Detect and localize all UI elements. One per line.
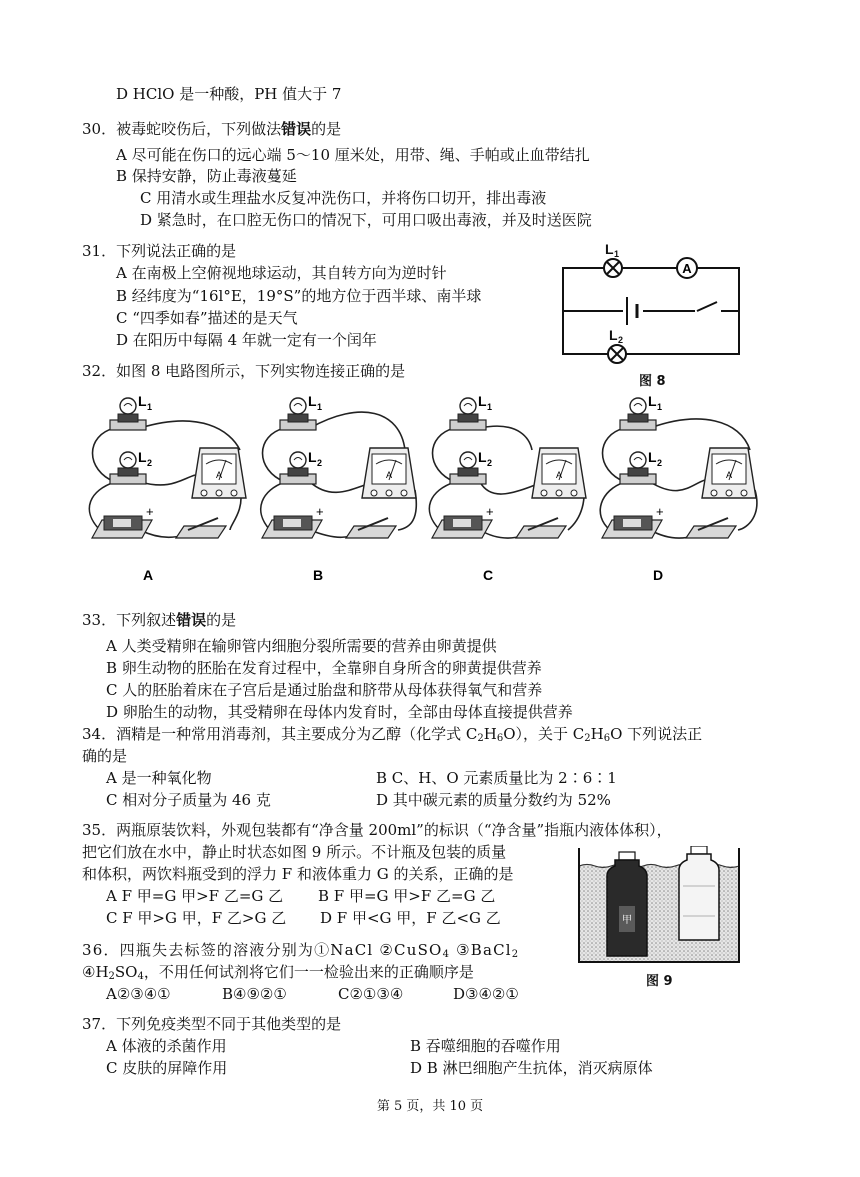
panel-l2-sub: 2 bbox=[487, 458, 493, 468]
page-footer: 第 5 页，共 10 页 bbox=[376, 1099, 484, 1114]
battery-label bbox=[623, 519, 641, 527]
q36-sub-4: 4 bbox=[137, 971, 144, 982]
ammeter-terminal bbox=[571, 490, 577, 496]
panel-l1-sub: 1 bbox=[147, 402, 153, 412]
q36-sub-3: 2 bbox=[108, 971, 115, 982]
lamp-bulb bbox=[460, 398, 476, 414]
q36-option-c: C②①③④ bbox=[338, 985, 404, 1003]
circuit-panel-d bbox=[600, 393, 757, 583]
q35-option-c: C F 甲>G 甲，F 乙>G 乙 bbox=[106, 909, 287, 927]
q29-option-d: D HClO 是一种酸，PH 值大于 7 bbox=[116, 85, 342, 103]
q32-circuit-panels bbox=[80, 390, 760, 595]
panel-l2-sub: 2 bbox=[147, 458, 153, 468]
lamp-bulb bbox=[630, 452, 646, 468]
panel-l1-label: L bbox=[478, 393, 487, 409]
panel-wire bbox=[480, 426, 532, 450]
panel-letter: A bbox=[142, 567, 154, 583]
q37-stem: 37．下列免疫类型不同于其他类型的是 bbox=[82, 1015, 342, 1033]
q36-text-2: ③BaCl bbox=[450, 941, 512, 959]
bottle-yi bbox=[679, 854, 719, 940]
circuit-panel-b bbox=[261, 393, 417, 583]
panel-l1-label: L bbox=[138, 393, 147, 409]
q34-sub-1: 2 bbox=[477, 733, 484, 744]
q35-option-b: B F 甲=G 甲>F 乙=G 乙 bbox=[318, 887, 496, 905]
q35-stem-line2: 把它们放在水中，静止时状态如图 9 所示。不计瓶及包装的质量 bbox=[82, 843, 507, 861]
q33-stem-end: 的是 bbox=[206, 611, 237, 629]
q34-text-4: H bbox=[590, 725, 604, 743]
panel-letter: C bbox=[482, 567, 494, 583]
ammeter-terminal bbox=[726, 490, 732, 496]
lamp-socket bbox=[288, 414, 308, 422]
q36-text-4: SO bbox=[114, 963, 138, 981]
battery-plus: + bbox=[656, 504, 664, 519]
ammeter-terminal bbox=[741, 490, 747, 496]
q33-option-b: B 卵生动物的胚胎在发育过程中，全靠卵自身所含的卵黄提供营养 bbox=[106, 659, 542, 677]
q30-stem-emphasis: 错误 bbox=[281, 120, 312, 138]
q34-sub-4: 6 bbox=[603, 733, 611, 744]
q34-option-d: D 其中碳元素的质量分数约为 52% bbox=[376, 791, 611, 809]
q30-stem-text: 30．被毒蛇咬伤后，下列做法 bbox=[82, 120, 282, 138]
q34-stem-line1 bbox=[82, 724, 702, 744]
panel-letter: D bbox=[652, 567, 664, 583]
panel-l2-label: L bbox=[138, 449, 147, 465]
q35-option-a: A F 甲=G 甲>F 乙=G 乙 bbox=[106, 887, 284, 905]
q30-option-d: D 紧急时，在口腔无伤口的情况下，可用口吸出毒液，并及时送医院 bbox=[140, 211, 592, 229]
q34-text-3: O），关于 C bbox=[503, 725, 585, 743]
q36-stem-line2 bbox=[82, 962, 474, 982]
lamp-bulb bbox=[460, 452, 476, 468]
lamp-bulb bbox=[290, 452, 306, 468]
q31-option-b: B 经纬度为“16l°E，19°S”的地方位于西半球、南半球 bbox=[116, 287, 482, 305]
q36-option-b: B④⑨②① bbox=[222, 985, 287, 1003]
q36-stem-line1 bbox=[82, 940, 519, 960]
ammeter-terminal bbox=[231, 490, 237, 496]
panel-wire bbox=[650, 480, 705, 491]
panel-l1-sub: 1 bbox=[487, 402, 493, 412]
ammeter-label: A bbox=[682, 261, 692, 276]
q34-sub-2: 6 bbox=[496, 733, 504, 744]
q30-option-b: B 保持安静，防止毒液蔓延 bbox=[116, 167, 297, 185]
q31-option-c: C “四季如春”描述的是天气 bbox=[116, 309, 298, 327]
q31-option-d: D 在阳历中每隔 4 年就一定有一个闰年 bbox=[116, 331, 377, 349]
ammeter-letter: A bbox=[725, 470, 733, 480]
lamp-bulb bbox=[120, 452, 136, 468]
battery-plus: + bbox=[316, 504, 324, 519]
ammeter-terminal bbox=[401, 490, 407, 496]
l2-label: L bbox=[609, 327, 618, 343]
panel-wire bbox=[140, 475, 195, 485]
q34-option-a: A 是一种氧化物 bbox=[106, 769, 212, 787]
q36-sub-1: 4 bbox=[442, 949, 451, 960]
q34-sub-3: 2 bbox=[584, 733, 591, 744]
panel-wire bbox=[310, 412, 405, 450]
lamp-socket bbox=[458, 468, 478, 476]
lamp-socket bbox=[458, 414, 478, 422]
q36-text-5: ，不用任何试剂将它们一一检验出来的正确顺序是 bbox=[143, 963, 474, 981]
q37-option-d: D B 淋巴细胞产生抗体，消灭病原体 bbox=[410, 1059, 653, 1077]
q34-stem-line2: 确的是 bbox=[82, 747, 128, 765]
battery-plus: + bbox=[146, 504, 154, 519]
q30-stem bbox=[82, 119, 341, 139]
lamp-socket bbox=[628, 414, 648, 422]
lamp-socket bbox=[118, 468, 138, 476]
l2-sub: 2 bbox=[618, 335, 624, 345]
switch-base bbox=[346, 526, 396, 538]
q35-option-d: D F 甲<G 甲，F 乙<G 乙 bbox=[320, 909, 501, 927]
q33-stem-emphasis: 错误 bbox=[176, 611, 207, 629]
panel-wire bbox=[480, 482, 535, 494]
battery-label bbox=[113, 519, 131, 527]
lamp-bulb bbox=[630, 398, 646, 414]
figure-8-caption: 图 8 bbox=[639, 374, 666, 389]
lamp-bulb bbox=[290, 398, 306, 414]
q31-option-a: A 在南极上空俯视地球运动，其自转方向为逆时针 bbox=[116, 264, 447, 282]
l1-label: L bbox=[605, 241, 614, 257]
q34-text-5: O 下列说法正 bbox=[610, 725, 703, 743]
l1-sub: 1 bbox=[614, 249, 620, 259]
ammeter-terminal bbox=[216, 490, 222, 496]
circuit-panel-c bbox=[429, 393, 586, 583]
q30-stem-end: 的是 bbox=[311, 120, 342, 138]
panel-l1-sub: 1 bbox=[317, 402, 323, 412]
q37-option-b: B 吞噬细胞的吞噬作用 bbox=[410, 1037, 561, 1055]
panel-l2-label: L bbox=[308, 449, 317, 465]
battery-label bbox=[283, 519, 301, 527]
ammeter-terminal bbox=[711, 490, 717, 496]
lamp-socket bbox=[628, 468, 648, 476]
q34-text-1: 34．酒精是一种常用消毒剂，其主要成分为乙醇（化学式 C bbox=[82, 725, 478, 743]
q31-stem: 31．下列说法正确的是 bbox=[82, 242, 237, 260]
battery-plus: + bbox=[486, 504, 494, 519]
q34-text-2: H bbox=[483, 725, 497, 743]
panel-l2-sub: 2 bbox=[657, 458, 663, 468]
panel-l2-label: L bbox=[648, 449, 657, 465]
q33-stem bbox=[82, 610, 236, 630]
lamp-socket bbox=[288, 468, 308, 476]
circuit-panel-a bbox=[89, 393, 246, 583]
ammeter-terminal bbox=[541, 490, 547, 496]
q33-option-d: D 卵胎生的动物，其受精卵在母体内发育时，全部由母体直接提供营养 bbox=[106, 703, 573, 721]
ammeter-letter: A bbox=[215, 470, 223, 480]
q36-sub-2: 2 bbox=[511, 949, 520, 960]
ammeter-terminal bbox=[201, 490, 207, 496]
panel-l1-label: L bbox=[648, 393, 657, 409]
q30-option-c: C 用清水或生理盐水反复冲洗伤口，并将伤口切开，排出毒液 bbox=[140, 189, 547, 207]
switch-base bbox=[686, 526, 736, 538]
panel-wire bbox=[310, 482, 365, 492]
q36-text-1: 36．四瓶失去标签的溶液分别为①NaCl ②CuSO bbox=[82, 941, 443, 959]
q36-option-a: A②③④① bbox=[106, 985, 171, 1003]
panel-wire bbox=[140, 421, 240, 450]
lamp-socket bbox=[118, 414, 138, 422]
figure-9-caption: 图 9 bbox=[646, 974, 673, 989]
q36-option-d: D③④②① bbox=[453, 985, 519, 1003]
q33-stem-text: 33．下列叙述 bbox=[82, 611, 177, 629]
panel-wire bbox=[650, 419, 750, 450]
panel-l2-label: L bbox=[478, 449, 487, 465]
ammeter-terminal bbox=[371, 490, 377, 496]
figure-8-circuit bbox=[555, 236, 745, 388]
q33-option-c: C 人的胚胎着床在子宫后是通过胎盘和脐带从母体获得氧气和营养 bbox=[106, 681, 543, 699]
q34-option-c: C 相对分子质量为 46 克 bbox=[106, 791, 271, 809]
panel-l1-label: L bbox=[308, 393, 317, 409]
panel-l2-sub: 2 bbox=[317, 458, 323, 468]
q37-option-c: C 皮肤的屏障作用 bbox=[106, 1059, 228, 1077]
panel-letter: B bbox=[312, 567, 324, 583]
switch-base bbox=[176, 526, 226, 538]
q32-stem: 32．如图 8 电路图所示，下列实物连接正确的是 bbox=[82, 362, 406, 380]
battery-label bbox=[453, 519, 471, 527]
q35-stem-line1: 35．两瓶原装饮料，外观包装都有“净含量 200ml”的标识（“净含量”指瓶内液体体积）， bbox=[82, 821, 672, 839]
q33-option-a: A 人类受精卵在输卵管内细胞分裂所需要的营养由卵黄提供 bbox=[106, 637, 497, 655]
figure-9-bottles-in-water bbox=[575, 846, 743, 966]
q34-option-b: B C、H、O 元素质量比为 2∶6∶1 bbox=[376, 769, 617, 787]
bottle-jia-label: 甲 bbox=[622, 915, 632, 926]
lamp-bulb bbox=[120, 398, 136, 414]
ammeter-letter: A bbox=[385, 470, 393, 480]
ammeter-terminal bbox=[556, 490, 562, 496]
ammeter-terminal bbox=[386, 490, 392, 496]
ammeter-letter: A bbox=[555, 470, 563, 480]
q35-stem-line3: 和体积，两饮料瓶受到的浮力 F 和液体重力 G 的关系，正确的是 bbox=[82, 865, 514, 883]
switch-base bbox=[516, 526, 566, 538]
panel-l1-sub: 1 bbox=[657, 402, 663, 412]
q37-option-a: A 体液的杀菌作用 bbox=[106, 1037, 227, 1055]
q30-option-a: A 尽可能在伤口的远心端 5～10 厘米处，用带、绳、手帕或止血带结扎 bbox=[116, 146, 590, 164]
q36-text-3: ④H bbox=[82, 963, 109, 981]
